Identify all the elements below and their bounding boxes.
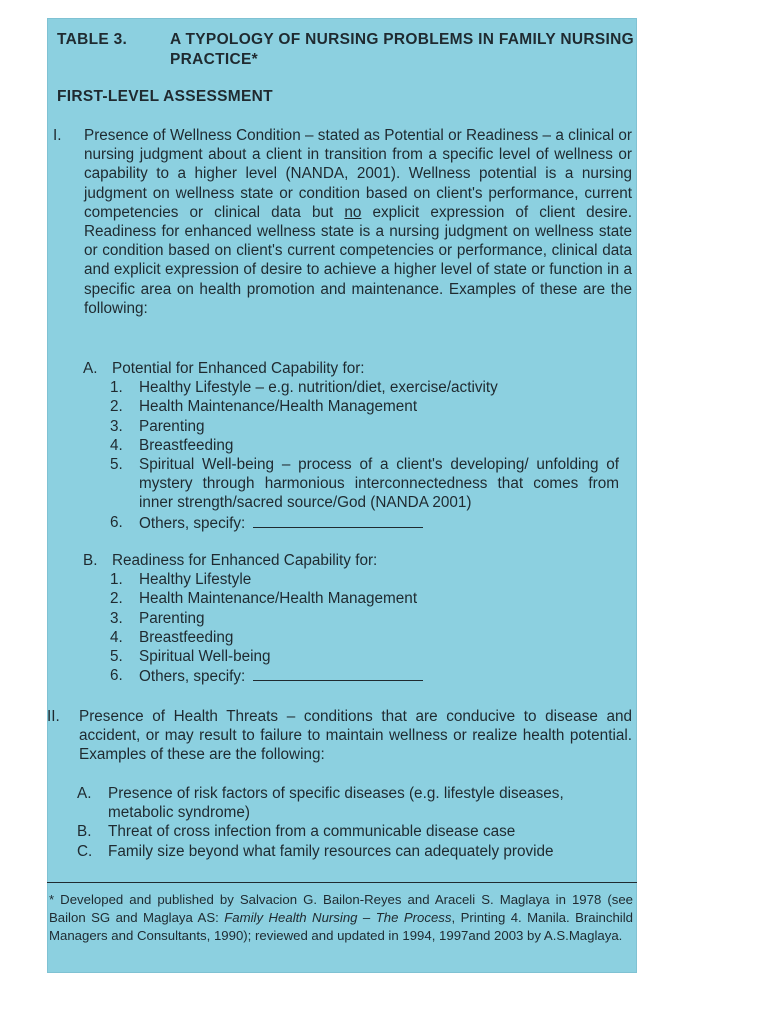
list-item: 3. Parenting [110,417,205,435]
roman-numeral: II. [47,708,60,725]
health-threats-list [77,784,632,861]
wellness-condition-paragraph: Presence of Wellness Condition – stated as Potential or Readiness – a clinical or nursing judgment about a client in transition from a specific level of wellness or capability to a higher level (NANDA, 2001). Wellness potential is a nursing judgment on wellness state or condition based on client's performance, current competencies or clinical data but no explicit expression of client desire. Readiness for enhanced wellness state is a nursing judgment on wellness state or condition based on client's current competencies or performance, clinical data and explicit expression of desire to achieve a higher level of state or function in a specific area on health promotion and maintenance. Examples of these are the following: [84,127,632,317]
book-title: Family Health Nursing – The Process [224,910,452,925]
health-threats-paragraph: Presence of Health Threats – conditions that are conducive to disease and accident, or may result to failure to maintain wellness or realize health potential. Examples of these are the following: [79,708,632,764]
table-title-text: A TYPOLOGY OF NURSING PROBLEMS IN FAMILY NURSING PRACTICE* [170,31,634,68]
list-item: A. Presence of risk factors of specific diseases (e.g. lifestyle diseases, metabolic syndrome) [77,785,564,822]
numbered-list [83,378,633,533]
underlined-no: no [344,203,362,221]
list-item: C. Family size beyond what family resources can adequately provide [77,842,554,860]
document-page [47,18,637,973]
subsection-letter: A. [83,360,98,377]
fill-in-blank [253,513,423,528]
table-label: TABLE 3. [57,31,128,48]
footnote: * Developed and published by Salvacion G. Bailon-Reyes and Araceli S. Maglaya in 1978 (see Bailon SG and Maglaya AS: Family Health Nursing – The Process, Printing 4. Manila. Brainchild Managers and Consultants, 1990); reviewed and updated in 1994, 1997and 2003 by A.S.Maglaya. [49,892,633,943]
subsection-b [83,551,633,686]
list-item: 2. Health Maintenance/Health Management [110,590,418,608]
list-item: B. Threat of cross infection from a communicable disease case [77,823,516,841]
roman-numeral: I. [53,127,62,144]
subsection-title: Potential for Enhanced Capability for: [112,360,365,377]
list-item: 4. Breastfeeding [110,436,234,454]
subsection-letter: B. [83,552,98,569]
subsection-a [83,359,633,533]
list-item: 2. Health Maintenance/Health Management [110,398,418,416]
list-item: 6. Others, specify: [83,513,633,533]
numbered-list [83,570,633,686]
list-item: 6. Others, specify: [83,666,633,686]
list-item: 4. Breastfeeding [110,628,234,646]
subsection-title: Readiness for Enhanced Capability for: [112,552,378,569]
fill-in-blank [253,666,423,681]
list-item: 3. Parenting [110,609,205,627]
list-item: 1. Healthy Lifestyle [110,571,252,589]
section-heading: FIRST-LEVEL ASSESSMENT [57,88,273,105]
list-item: 5. Spiritual Well-being – process of a client's developing/ unfolding of mystery through harmonious interconnectedness that comes from inner strength/sacred source/God (NANDA 2001) [110,456,619,512]
footnote-divider [47,882,637,883]
list-item: 5. Spiritual Well-being [110,648,271,665]
list-item: 1. Healthy Lifestyle – e.g. nutrition/diet, exercise/activity [110,379,498,397]
